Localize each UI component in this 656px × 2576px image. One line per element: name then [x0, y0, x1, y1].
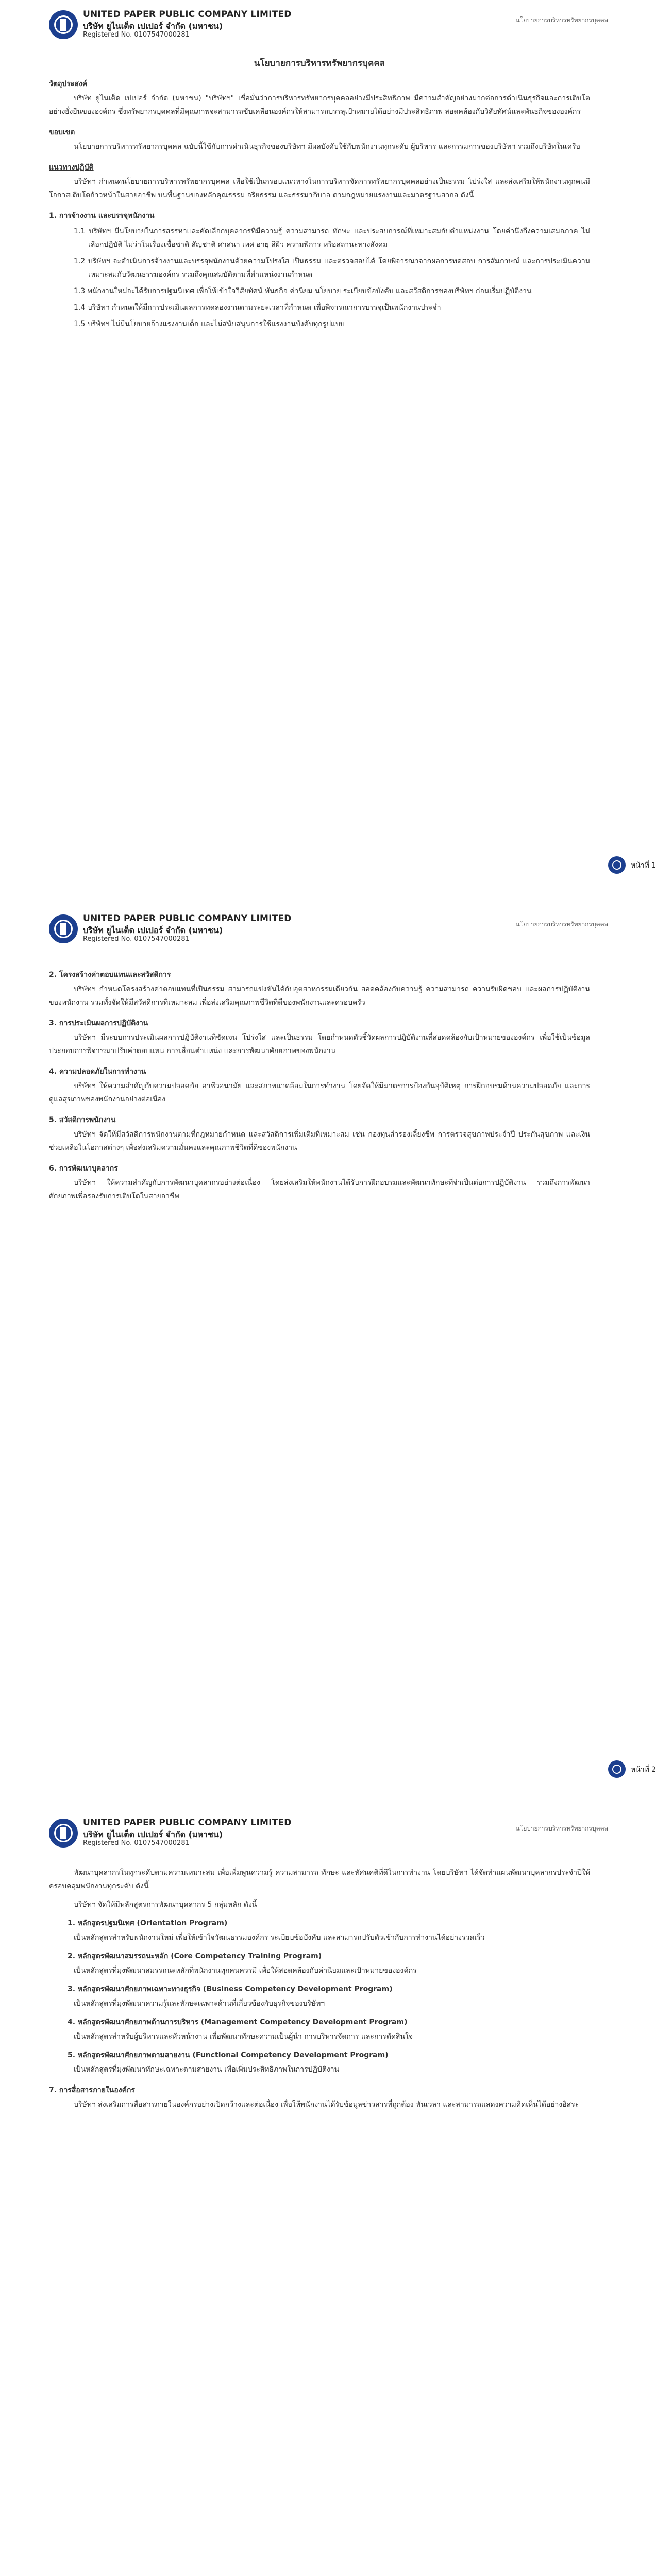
program-heading: 3. หลักสูตรพัฒนาศักยภาพเฉพาะทางธุรกิจ (Business Competency Development Program): [68, 1985, 393, 1993]
objective-heading: วัตถุประสงค์: [49, 80, 88, 88]
list-item: 1.3 พนักงานใหม่จะได้รับการปฐมนิเทศ เพื่อให้เข้าใจวิสัยทัศน์ พันธกิจ ค่านิยม นโยบาย ระเบียบข้อบังคับ และสวัสดิการของบริษัทฯ ก่อนเริ่มปฏิบัติงาน: [74, 287, 532, 295]
page-1: [0, 0, 656, 904]
page-content: [49, 57, 590, 334]
letterhead: [49, 913, 608, 945]
company-seal-icon: [608, 1760, 626, 1778]
program-text: เป็นหลักสูตรที่มุ่งพัฒนาสมรรถนะหลักที่พนักงานทุกคนควรมี เพื่อให้สอดคล้องกับค่านิยมและเป้าหมายขององค์กร: [74, 1967, 417, 1975]
section-heading: 3. การประเมินผลการปฏิบัติงาน: [49, 1019, 148, 1027]
registration-number: Registered No. 0107547000281: [83, 31, 190, 39]
section-heading: 1. การจ้างงาน และบรรจุพนักงาน: [49, 212, 155, 220]
company-name-en: UNITED PAPER PUBLIC COMPANY LIMITED: [83, 9, 292, 20]
section-text: บริษัทฯ ให้ความสำคัญกับการพัฒนาบุคลากรอย่างต่อเนื่อง โดยส่งเสริมให้พนักงานได้รับการฝึกอบรมและพัฒนาทักษะที่จำเป็นต่อการปฏิบัติงาน รวมถึงการพัฒนาศักยภาพเพื่อรองรับการเติบโตในสายอาชีพ: [49, 1179, 590, 1200]
document-label: นโยบายการบริหารทรัพยากรบุคคล: [515, 1825, 608, 1832]
page-content: [49, 961, 590, 1208]
list-item: 1.4 บริษัทฯ กำหนดให้มีการประเมินผลการทดลองงานตามระยะเวลาที่กำหนด เพื่อพิจารณาการบรรจุเป็นพนักงานประจำ: [74, 303, 441, 312]
section-heading: 4. ความปลอดภัยในการทำงาน: [49, 1067, 146, 1076]
page-content: [49, 1865, 590, 2116]
company-name-th: บริษัท ยูไนเต็ด เปเปอร์ จำกัด (มหาชน): [83, 21, 223, 31]
company-seal-icon: [608, 856, 626, 874]
list-item: 1.1 บริษัทฯ มีนโยบายในการสรรหาและคัดเลือกบุคลากรที่มีความรู้ ความสามารถ ทักษะ และประสบการณ์ที่เหมาะสมกับตำแหน่งงาน โดยคำนึงถึงความเสมอภาค ไม่เลือกปฏิบัติ ไม่ว่าในเรื่องเชื้อชาติ สัญชาติ ศาสนา เพศ อายุ สีผิว ความพิการ หรือสถานะทางสังคม: [74, 227, 590, 249]
company-name-th: บริษัท ยูไนเต็ด เปเปอร์ จำกัด (มหาชน): [83, 1829, 223, 1839]
registration-number: Registered No. 0107547000281: [83, 1839, 190, 1847]
program-heading: 1. หลักสูตรปฐมนิเทศ (Orientation Program): [68, 1919, 228, 1927]
section-heading: 6. การพัฒนาบุคลากร: [49, 1164, 118, 1173]
program-heading: 4. หลักสูตรพัฒนาศักยภาพด้านการบริหาร (Management Competency Development Program): [68, 2018, 408, 2026]
page-2: [0, 904, 656, 1808]
letterhead: [49, 1818, 608, 1850]
section-text: บริษัทฯ ส่งเสริมการสื่อสารภายในองค์กรอย่างเปิดกว้างและต่อเนื่อง เพื่อให้พนักงานได้รับข้อมูลข่าวสารที่ถูกต้อง ทันเวลา และสามารถแสดงความคิดเห็นได้อย่างอิสระ: [74, 2100, 579, 2109]
program-text: เป็นหลักสูตรที่มุ่งพัฒนาทักษะเฉพาะตามสายงาน เพื่อเพิ่มประสิทธิภาพในการปฏิบัติงาน: [74, 2065, 340, 2074]
scope-heading: ขอบเขต: [49, 128, 75, 137]
program-text: เป็นหลักสูตรสำหรับผู้บริหารและหัวหน้างาน เพื่อพัฒนาทักษะความเป็นผู้นำ การบริหารจัดการ และการตัดสินใจ: [74, 2032, 413, 2041]
section-text: บริษัทฯ มีระบบการประเมินผลการปฏิบัติงานที่ชัดเจน โปร่งใส และเป็นธรรม โดยกำหนดตัวชี้วัดผลการปฏิบัติงานที่สอดคล้องกับเป้าหมายขององค์กร เพื่อใช้เป็นข้อมูลประกอบการพิจารณาปรับค่าตอบแทน การเลื่อนตำแหน่ง และการพัฒนาศักยภาพของพนักงาน: [49, 1033, 590, 1055]
list-item: 1.2 บริษัทฯ จะดำเนินการจ้างงานและบรรจุพนักงานด้วยความโปร่งใส เป็นธรรม และตรวจสอบได้ โดยพิจารณาจากผลการทดสอบ การสัมภาษณ์ และการประเมินความเหมาะสมกับวัฒนธรรมองค์กร รวมถึงคุณสมบัติตามที่ตำแหน่งงานกำหนด: [74, 257, 590, 279]
page-number: หน้าที่ 1: [631, 861, 656, 870]
policy-text: บริษัทฯ กำหนดนโยบายการบริหารทรัพยากรบุคคล เพื่อใช้เป็นกรอบแนวทางในการบริหารจัดการทรัพยากรบุคคลอย่างเป็นธรรม โปร่งใส และส่งเสริมให้พนักงานทุกคนมีโอกาสเติบโตก้าวหน้าในสายอาชีพ บนพื้นฐานของหลักคุณธรรม จริยธรรม และธรรมาภิบาล ตามกฎหมายแรงงานและมาตรฐานสากล ดังนี้: [49, 178, 590, 199]
company-logo: [49, 1819, 78, 1848]
scope-text: นโยบายการบริหารทรัพยากรบุคคล ฉบับนี้ใช้กับการดำเนินธุรกิจของบริษัทฯ มีผลบังคับใช้กับพนักงานทุกระดับ ผู้บริหาร และกรรมการของบริษัทฯ รวมถึงบริษัทในเครือ: [74, 143, 580, 151]
page-3: [0, 1808, 639, 2576]
program-text: เป็นหลักสูตรที่มุ่งพัฒนาความรู้และทักษะเฉพาะด้านที่เกี่ยวข้องกับธุรกิจของบริษัทฯ: [74, 1999, 325, 2008]
company-name-en: UNITED PAPER PUBLIC COMPANY LIMITED: [83, 1818, 292, 1828]
section-heading: 2. โครงสร้างค่าตอบแทนและสวัสดิการ: [49, 971, 171, 979]
section-text: พัฒนาบุคลากรในทุกระดับตามความเหมาะสม เพื่อเพิ่มพูนความรู้ ความสามารถ ทักษะ และทัศนคติที่ดีในการทำงาน โดยบริษัทฯ ได้จัดทำแผนพัฒนาบุคลากรประจำปีให้ครอบคลุมพนักงานทุกระดับ ดังนี้: [49, 1869, 590, 1890]
letterhead: [49, 9, 608, 41]
objective-text: บริษัท ยูไนเต็ด เปเปอร์ จำกัด (มหาชน) "บริษัทฯ" เชื่อมั่นว่าการบริหารทรัพยากรบุคคลอย่างมีประสิทธิภาพ มีความสำคัญอย่างมากต่อการดำเนินธุรกิจและการเติบโตอย่างยั่งยืนขององค์กร ซึ่งทรัพยากรบุคคลที่มีคุณภาพจะสามารถขับเคลื่อนองค์กรให้สามารถบรรลุเป้าหมายได้อย่างมีประสิทธิภาพ สอดคล้องกับวิสัยทัศน์และพันธกิจขององค์กร: [49, 94, 590, 116]
program-heading: 2. หลักสูตรพัฒนาสมรรถนะหลัก (Core Competency Training Program): [68, 1952, 322, 1960]
policy-heading: แนวทางปฏิบัติ: [49, 163, 94, 172]
company-name-th: บริษัท ยูไนเต็ด เปเปอร์ จำกัด (มหาชน): [83, 925, 223, 935]
document-label: นโยบายการบริหารทรัพยากรบุคคล: [515, 16, 608, 24]
registration-number: Registered No. 0107547000281: [83, 935, 190, 943]
program-text: เป็นหลักสูตรสำหรับพนักงานใหม่ เพื่อให้เข้าใจวัฒนธรรมองค์กร ระเบียบข้อบังคับ และสามารถปรับตัวเข้ากับการทำงานได้อย่างรวดเร็ว: [74, 1934, 485, 1942]
document-title: นโยบายการบริหารทรัพยากรบุคคล: [254, 58, 385, 69]
section-heading: 5. สวัสดิการพนักงาน: [49, 1116, 116, 1124]
section-text: บริษัทฯ จัดให้มีสวัสดิการพนักงานตามที่กฎหมายกำหนด และสวัสดิการเพิ่มเติมที่เหมาะสม เช่น กองทุนสำรองเลี้ยงชีพ การตรวจสุขภาพประจำปี ประกันสุขภาพ และเงินช่วยเหลือในโอกาสต่างๆ เพื่อส่งเสริมความมั่นคงและคุณภาพชีวิตที่ดีของพนักงาน: [49, 1130, 590, 1152]
section-heading: 7. การสื่อสารภายในองค์กร: [49, 2086, 135, 2094]
section-text: บริษัทฯ จัดให้มีหลักสูตรการพัฒนาบุคลากร 5 กลุ่มหลัก ดังนี้: [74, 1901, 257, 1909]
section-text: บริษัทฯ ให้ความสำคัญกับความปลอดภัย อาชีวอนามัย และสภาพแวดล้อมในการทำงาน โดยจัดให้มีมาตรการป้องกันอุบัติเหตุ การฝึกอบรมด้านความปลอดภัย และการดูแลสุขภาพของพนักงานอย่างต่อเนื่อง: [49, 1082, 590, 1104]
company-logo: [49, 10, 78, 39]
company-logo: [49, 914, 78, 943]
company-name-en: UNITED PAPER PUBLIC COMPANY LIMITED: [83, 913, 292, 924]
page-number: หน้าที่ 2: [631, 1766, 656, 1774]
list-item: 1.5 บริษัทฯ ไม่มีนโยบายจ้างแรงงานเด็ก และไม่สนับสนุนการใช้แรงงานบังคับทุกรูปแบบ: [74, 320, 345, 328]
section-text: บริษัทฯ กำหนดโครงสร้างค่าตอบแทนที่เป็นธรรม สามารถแข่งขันได้กับอุตสาหกรรมเดียวกัน สอดคล้องกับความรู้ ความสามารถ ความรับผิดชอบ และผลการปฏิบัติงานของพนักงาน รวมทั้งจัดให้มีสวัสดิการที่เหมาะสม เพื่อส่งเสริมคุณภาพชีวิตที่ดีของพนักงานและครอบครัว: [49, 985, 590, 1007]
document-label: นโยบายการบริหารทรัพยากรบุคคล: [515, 921, 608, 928]
program-heading: 5. หลักสูตรพัฒนาศักยภาพตามสายงาน (Functional Competency Development Program): [68, 2051, 389, 2059]
